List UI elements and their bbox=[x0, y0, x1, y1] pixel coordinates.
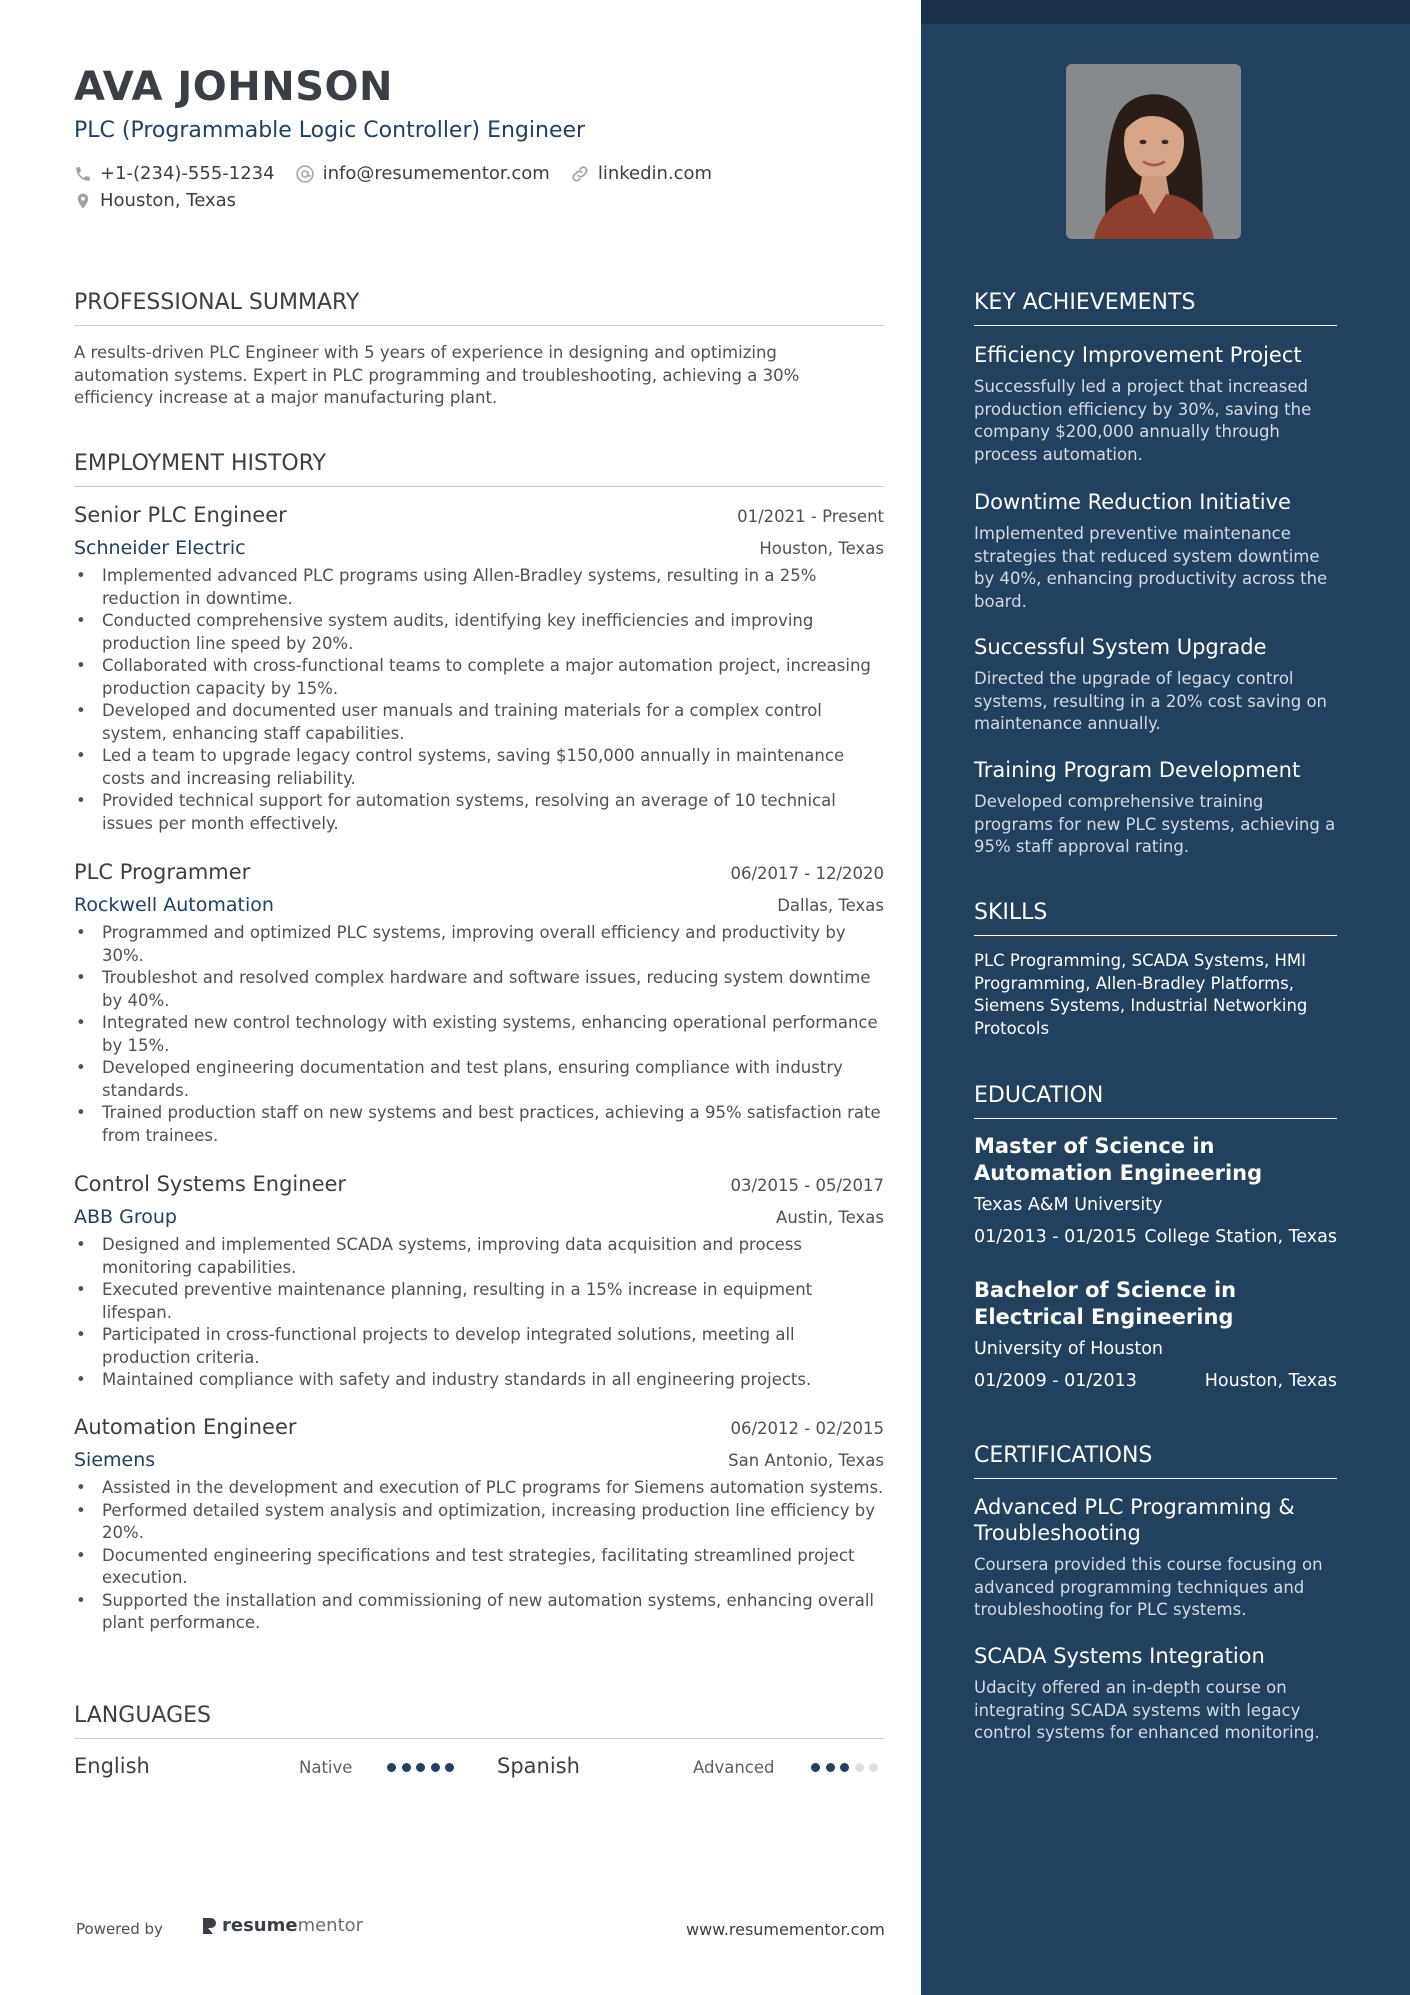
job-bullet: • Assisted in the development and execution of PLC programs for Siemens automation systems. bbox=[74, 1477, 884, 1500]
linkedin-text: linkedin.com bbox=[597, 163, 713, 184]
job-bullets bbox=[74, 1234, 884, 1392]
education-dates: 01/2009 - 01/2013 bbox=[974, 1371, 1137, 1391]
job-company: Rockwell Automation bbox=[74, 894, 274, 916]
job-title: PLC (Programmable Logic Controller) Engineer bbox=[74, 118, 586, 143]
language-name: English bbox=[74, 1754, 150, 1778]
job-bullet: • Led a team to upgrade legacy control systems, saving $150,000 annually in maintenance costs and increasing reliability. bbox=[74, 745, 884, 790]
job-bullet: • Performed detailed system analysis and optimization, increasing production line efficiency by 20%. bbox=[74, 1500, 884, 1545]
skills-text: PLC Programming, SCADA Systems, HMI Programming, Allen-Bradley Platforms, Siemens Systems, Industrial Networking Protocols bbox=[974, 951, 1308, 1038]
contact-info bbox=[74, 160, 874, 214]
certification-title: Advanced PLC Programming & Troubleshooting bbox=[974, 1495, 1295, 1545]
job-company: ABB Group bbox=[74, 1206, 177, 1228]
achievement-item bbox=[974, 489, 1337, 613]
job-role: PLC Programmer bbox=[74, 860, 251, 884]
job-location: Dallas, Texas bbox=[777, 896, 884, 915]
achievement-desc: Implemented preventive maintenance strategies that reduced system downtime by 40%, enhancing productivity across the board. bbox=[974, 524, 1328, 611]
language-rating bbox=[387, 1763, 460, 1772]
achievement-item bbox=[974, 757, 1337, 859]
job-bullet: • Developed engineering documentation and test plans, ensuring compliance with industry standards. bbox=[74, 1057, 884, 1102]
education-dates: 01/2013 - 01/2015 bbox=[974, 1227, 1137, 1247]
skills-heading: SKILLS bbox=[974, 900, 1337, 936]
achievement-desc: Developed comprehensive training programs for new PLC systems, achieving a 95% staff approval rating. bbox=[974, 792, 1336, 856]
sidebar bbox=[921, 0, 1410, 1995]
rating-dot-filled bbox=[811, 1763, 820, 1772]
job-entry bbox=[74, 503, 884, 835]
website-link[interactable]: www.resumementor.com bbox=[686, 1920, 885, 1939]
languages-list bbox=[74, 1754, 884, 1784]
achievement-item bbox=[974, 634, 1337, 736]
job-entry bbox=[74, 860, 884, 1147]
achievement-title: Efficiency Improvement Project bbox=[974, 343, 1302, 367]
rating-dot-filled bbox=[416, 1763, 425, 1772]
job-bullet: • Supported the installation and commissioning of new automation systems, enhancing overall plant performance. bbox=[74, 1590, 884, 1635]
resumementor-logo[interactable]: resume mentor bbox=[200, 1915, 363, 1936]
job-bullet: • Troubleshot and resolved complex hardware and software issues, reducing system downtime by 40%. bbox=[74, 967, 884, 1012]
job-location: San Antonio, Texas bbox=[728, 1451, 884, 1470]
location-pin-icon bbox=[74, 191, 92, 211]
job-dates: 01/2021 - Present bbox=[737, 507, 884, 526]
achievement-item bbox=[974, 342, 1337, 466]
rating-dot-filled bbox=[840, 1763, 849, 1772]
language-level: Advanced bbox=[693, 1758, 775, 1777]
job-bullets bbox=[74, 922, 884, 1147]
education-heading: EDUCATION bbox=[974, 1083, 1337, 1119]
rating-dot-filled bbox=[445, 1763, 454, 1772]
link-icon bbox=[570, 164, 590, 184]
job-role: Control Systems Engineer bbox=[74, 1172, 347, 1196]
education-location: Houston, Texas bbox=[1204, 1371, 1337, 1391]
job-bullet: • Documented engineering specifications and test strategies, facilitating streamlined project execution. bbox=[74, 1545, 884, 1590]
candidate-name: AVA JOHNSON bbox=[74, 64, 393, 110]
job-dates: 06/2017 - 12/2020 bbox=[730, 864, 884, 883]
at-sign-icon bbox=[295, 164, 315, 184]
job-role: Automation Engineer bbox=[74, 1415, 297, 1439]
job-bullet: • Trained production staff on new systems and best practices, achieving a 95% satisfaction rate from trainees. bbox=[74, 1102, 884, 1147]
language-rating bbox=[811, 1763, 884, 1772]
email-text: info@resumementor.com bbox=[322, 163, 550, 184]
rating-dot-filled bbox=[402, 1763, 411, 1772]
job-bullet: • Collaborated with cross-functional teams to complete a major automation project, increasing production capacity by 15%. bbox=[74, 655, 884, 700]
education-degree: Bachelor of Science in Electrical Engineering bbox=[974, 1278, 1237, 1329]
education-location: College Station, Texas bbox=[1144, 1227, 1337, 1247]
job-bullet: • Implemented advanced PLC programs using Allen-Bradley systems, resulting in a 25% reduction in downtime. bbox=[74, 565, 884, 610]
achievement-title: Training Program Development bbox=[974, 758, 1301, 782]
job-location: Houston, Texas bbox=[759, 539, 884, 558]
job-bullet: • Programmed and optimized PLC systems, improving overall efficiency and productivity by 30%. bbox=[74, 922, 884, 967]
education-school: Texas A&M University bbox=[974, 1195, 1163, 1215]
job-bullet: • Participated in cross-functional projects to develop integrated solutions, meeting all production criteria. bbox=[74, 1324, 884, 1369]
job-bullet: • Executed preventive maintenance planning, resulting in a 15% increase in equipment lifespan. bbox=[74, 1279, 884, 1324]
phone-text: +1-(234)-555-1234 bbox=[100, 163, 275, 184]
summary-text: A results-driven PLC Engineer with 5 years of experience in designing and optimizing automation systems. Expert in PLC programming and troubleshooting, achieving a 30% efficiency increase at a major manufacturing plant. bbox=[74, 343, 800, 407]
sidebar-top-band bbox=[921, 0, 1410, 24]
contact-linkedin[interactable] bbox=[570, 163, 712, 184]
location-text: Houston, Texas bbox=[100, 190, 237, 211]
achievement-title: Successful System Upgrade bbox=[974, 635, 1267, 659]
job-company: Siemens bbox=[74, 1449, 156, 1471]
powered-by-text: Powered by bbox=[76, 1920, 163, 1938]
profile-photo bbox=[1066, 64, 1241, 239]
education-school: University of Houston bbox=[974, 1339, 1164, 1359]
phone-icon bbox=[74, 165, 92, 183]
languages-heading: LANGUAGES bbox=[74, 1703, 884, 1739]
rating-dot-filled bbox=[826, 1763, 835, 1772]
certification-desc: Udacity offered an in-depth course on integrating SCADA systems with legacy control systems for enhanced monitoring. bbox=[974, 1678, 1320, 1742]
summary-heading: PROFESSIONAL SUMMARY bbox=[74, 290, 884, 326]
job-bullet: • Designed and implemented SCADA systems, improving data acquisition and process monitoring capabilities. bbox=[74, 1234, 884, 1279]
job-bullet: • Provided technical support for automation systems, resolving an average of 10 technical issues per month effectively. bbox=[74, 790, 884, 835]
job-dates: 03/2015 - 05/2017 bbox=[730, 1176, 884, 1195]
achievement-desc: Directed the upgrade of legacy control systems, resulting in a 20% cost saving on maintenance annually. bbox=[974, 669, 1328, 733]
achievement-title: Downtime Reduction Initiative bbox=[974, 490, 1291, 514]
certification-item bbox=[974, 1643, 1337, 1745]
language-level: Native bbox=[299, 1758, 353, 1777]
job-bullet: • Developed and documented user manuals and training materials for a complex control system, enhancing staff capabilities. bbox=[74, 700, 884, 745]
rating-dot-filled bbox=[387, 1763, 396, 1772]
job-role: Senior PLC Engineer bbox=[74, 503, 287, 527]
rating-dot-empty bbox=[855, 1763, 864, 1772]
certification-item bbox=[974, 1494, 1337, 1622]
rating-dot-empty bbox=[869, 1763, 878, 1772]
contact-email[interactable] bbox=[295, 163, 550, 184]
language-name: Spanish bbox=[497, 1754, 580, 1778]
job-dates: 06/2012 - 02/2015 bbox=[730, 1419, 884, 1438]
job-bullets bbox=[74, 1477, 884, 1635]
job-bullet: • Integrated new control technology with existing systems, enhancing operational performance by 15%. bbox=[74, 1012, 884, 1057]
education-item bbox=[974, 1277, 1337, 1391]
achievements-heading: KEY ACHIEVEMENTS bbox=[974, 290, 1337, 326]
certifications-heading: CERTIFICATIONS bbox=[974, 1443, 1337, 1479]
job-entry bbox=[74, 1415, 884, 1635]
job-bullets bbox=[74, 565, 884, 835]
certification-title: SCADA Systems Integration bbox=[974, 1644, 1265, 1668]
education-item bbox=[974, 1133, 1337, 1247]
job-entry bbox=[74, 1172, 884, 1392]
resumementor-logo-icon bbox=[200, 1916, 218, 1936]
achievement-desc: Successfully led a project that increased production efficiency by 30%, saving the company $200,000 annually through process automation. bbox=[974, 377, 1312, 464]
certification-desc: Coursera provided this course focusing on advanced programming techniques and troubleshooting for PLC systems. bbox=[974, 1555, 1323, 1619]
job-bullet: • Maintained compliance with safety and industry standards in all engineering projects. bbox=[74, 1369, 884, 1392]
education-degree: Master of Science in Automation Engineering bbox=[974, 1134, 1263, 1185]
rating-dot-filled bbox=[431, 1763, 440, 1772]
job-bullet: • Conducted comprehensive system audits, identifying key inefficiencies and improving production line speed by 20%. bbox=[74, 610, 884, 655]
contact-location bbox=[74, 190, 236, 211]
employment-heading: EMPLOYMENT HISTORY bbox=[74, 451, 884, 487]
job-location: Austin, Texas bbox=[776, 1208, 884, 1227]
contact-phone[interactable] bbox=[74, 163, 275, 184]
job-company: Schneider Electric bbox=[74, 537, 246, 559]
